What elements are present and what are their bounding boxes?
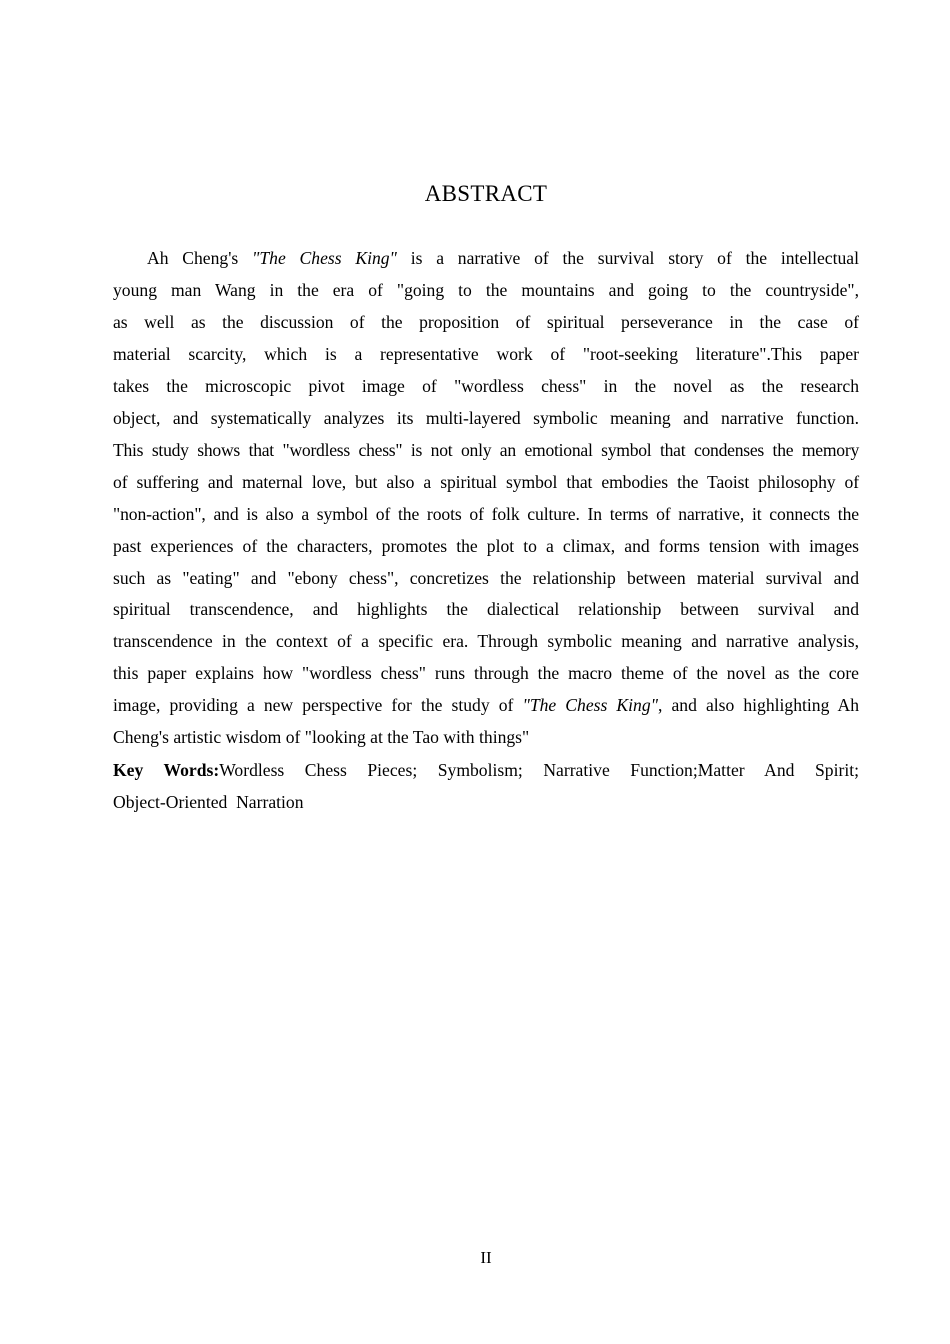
abstract-line: Cheng's artistic wisdom of "looking at the Tao with things" xyxy=(113,727,530,748)
book-title-italic: "The Chess King" xyxy=(252,248,397,268)
abstract-line: such as "eating" and "ebony chess", concretizes the relationship between material survival and xyxy=(113,567,859,588)
abstract-paragraph xyxy=(113,243,859,754)
keywords-section xyxy=(113,755,859,819)
abstract-line: object, and systematically analyzes its multi-layered symbolic meaning and narrative function. xyxy=(113,407,859,428)
abstract-title: ABSTRACT xyxy=(424,181,548,206)
keywords-line xyxy=(113,755,859,787)
keywords-list: Wordless Chess Pieces; Symbolism; Narrative Function;Matter And Spirit; xyxy=(219,760,860,780)
abstract-line: past experiences of the characters, promotes the plot to a climax, and forms tension with images xyxy=(113,535,859,556)
abstract-line: as well as the discussion of the proposition of spiritual perseverance in the case of xyxy=(113,311,859,332)
keywords-line: Object-Oriented Narration xyxy=(113,791,304,812)
abstract-line: "non-action", and is also a symbol of the roots of folk culture. In terms of narrative, it connects the xyxy=(113,503,859,524)
abstract-line: Ah Cheng's "The Chess King" is a narrative of the survival story of the intellectual xyxy=(147,248,859,268)
keywords-label: Key Words: xyxy=(113,760,220,780)
abstract-line: takes the microscopic pivot image of "wordless chess" in the novel as the research xyxy=(113,375,859,396)
abstract-line: material scarcity, which is a representative work of "root-seeking literature".This paper xyxy=(113,343,859,364)
abstract-line: spiritual transcendence, and highlights the dialectical relationship between survival and xyxy=(113,599,859,620)
page-number: II xyxy=(480,1248,492,1267)
abstract-line: this paper explains how "wordless chess" runs through the macro theme of the novel as the core xyxy=(113,663,859,684)
abstract-line: This study shows that "wordless chess" is not only an emotional symbol that condenses the memory xyxy=(113,439,859,460)
abstract-line: young man Wang in the era of "going to the mountains and going to the countryside", xyxy=(113,279,859,300)
abstract-line: image, providing a new perspective for the study of "The Chess King", and also highlighting Ah xyxy=(113,695,859,716)
book-title-italic: "The Chess King" xyxy=(522,695,659,716)
abstract-line: of suffering and maternal love, but also a spiritual symbol that embodies the Taoist philosophy of xyxy=(113,471,859,492)
abstract-line: transcendence in the context of a specific era. Through symbolic meaning and narrative analysis, xyxy=(113,631,859,652)
